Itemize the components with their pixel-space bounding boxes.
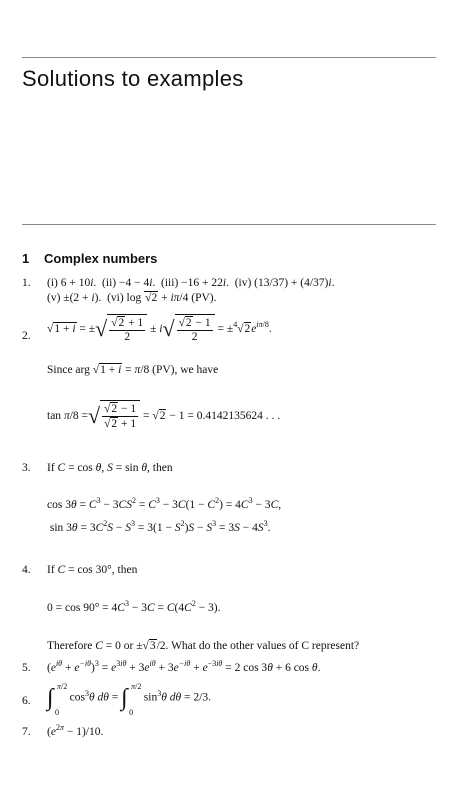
if-text-4: If xyxy=(47,564,55,576)
pv-text: (PV), we have xyxy=(152,364,219,376)
item-7-equation: $(e^{2\pi} - 1)/10$. xyxy=(47,723,104,738)
item-number-6: 6. xyxy=(22,695,31,707)
item-number-1: 1. xyxy=(22,277,31,289)
item-2-equation: √1 + i = ±√ $\frac{√2 + 1}{2}$ ± i√ $\frac{√2 - 1}{2}$ = $\pm^4√2e^{i\pi/8}$. xyxy=(47,316,272,343)
if-text: If xyxy=(47,462,55,474)
item-number-3: 3. xyxy=(22,462,31,474)
item-4-line-1: If C = cos 30°, then xyxy=(47,564,138,576)
top-rule xyxy=(22,57,436,58)
therefore-text: Therefore xyxy=(47,640,93,652)
section-number: 1 xyxy=(22,251,30,266)
item-3-sin-equation: $\sin 3\theta = 3C^2S - S^3 = 3(1 - S^2)S - S^3 = 3S - 4S^3$. xyxy=(47,519,271,534)
item-6-equation: ∫ π/2 0 $\cos^3\theta$ dθ = ∫ π/2 0 $\sin^3\theta$ dθ = 2/3. xyxy=(47,682,211,717)
integral-sign-2: ∫ π/2 0 xyxy=(121,682,142,717)
item-4-conclusion: Therefore C = 0 or ±√3/2. What do the other values of C represent? xyxy=(47,640,360,652)
section-title: Complex numbers xyxy=(44,251,158,266)
item-1-line-2: (v) ±(2 + i). (vi) log √2 + iπ/4 (PV). xyxy=(47,292,217,304)
item-number-7: 7. xyxy=(22,726,31,738)
item-number-4: 4. xyxy=(22,564,31,576)
item-number-2: 2. xyxy=(22,330,31,342)
item-3-cos-equation: $\cos 3\theta = C^3 - 3CS^2 = C^3 - 3C(1 - C^2) = 4C^3 - 3C$, xyxy=(47,496,282,511)
item-5-equation: $(e^{i\theta} + e^{-i\theta})^3 = e^{3i\theta} + 3e^{i\theta} + 3e^{-i\theta} + e^{-3i\theta} = 2$ cos 3θ + 6 cos θ. xyxy=(47,659,321,674)
item-3-line-1: If C = cos θ, S = sin θ, then xyxy=(47,462,173,474)
then-text-4: , then xyxy=(111,564,138,576)
since-text: Since arg xyxy=(47,364,90,376)
chapter-title: Solutions to examples xyxy=(22,66,244,91)
question-text: What do the other values of C represent? xyxy=(171,640,360,652)
item-4-equation: $0 = \cos 90^\circ = 4C^3 - 3C = C(4C^2 - 3)$. xyxy=(47,599,221,614)
section-rule xyxy=(22,224,436,225)
item-2-tan-equation: tan π/8 =√ $\frac{√2 - 1}{√2 + 1}$ = √2 − 1 = 0.4142135624 . . . xyxy=(47,400,280,431)
item-1-line-1: (i) 6 + 10i. (ii) −4 − 4i. (iii) −16 + 22i. (iv) (13/37) + (4/37)i. xyxy=(47,277,335,289)
item-number-5: 5. xyxy=(22,662,31,674)
then-text: , then xyxy=(147,462,173,474)
section-heading xyxy=(22,251,157,266)
integral-sign: ∫ π/2 0 xyxy=(47,682,68,717)
item-2-line-2: Since arg √1 + i = π/8 (PV), we have xyxy=(47,364,219,376)
